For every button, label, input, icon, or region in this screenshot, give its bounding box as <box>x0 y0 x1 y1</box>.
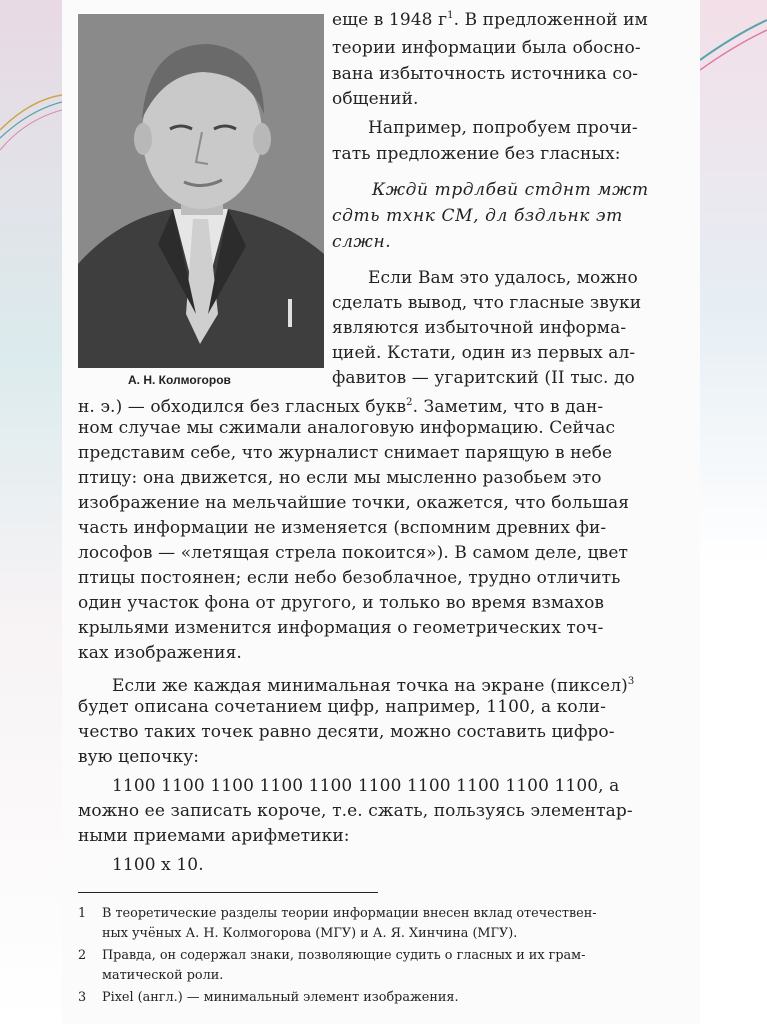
text-line: 1100 1100 1100 1100 1100 1100 1100 1100 1100 1100, а <box>112 776 620 796</box>
text-line: изображение на мельчайшие точки, окажется, что большая <box>78 493 630 513</box>
text-line: можно ее записать короче, т.е. сжать, пользуясь элементар- <box>78 801 633 821</box>
text-line: ках изображения. <box>78 643 242 663</box>
footnote-number: 2 <box>78 948 87 963</box>
portrait-photo <box>78 14 324 368</box>
text-line: один участок фона от другого, и только во время взмахов <box>78 593 605 613</box>
footnote-line: Pixel (англ.) — минимальный элемент изображения. <box>102 990 459 1005</box>
text-line: лософов — «летящая стрела покоится»). В самом деле, цвет <box>78 543 629 563</box>
text-line: фавитов — угаритский (II тыс. до <box>332 368 635 388</box>
footnote-line: В теоретические разделы теории информации внесен вклад отечествен- <box>102 906 597 921</box>
text-line: крыльями изменится информация о геометрических точ- <box>78 618 604 638</box>
text-line: ными приемами арифметики: <box>78 826 350 846</box>
footnote-number: 1 <box>78 906 87 921</box>
text-line: общений. <box>332 89 419 109</box>
footnote-line: Правда, он содержал знаки, позволяющие судить о гласных и их грам- <box>102 948 586 963</box>
italic-example-line: слжн. <box>332 232 392 252</box>
slide-background-right <box>700 0 767 1024</box>
text-line: Если Вам это удалось, можно <box>368 268 638 288</box>
text-line: ном случае мы сжимали аналоговую информацию. Сейчас <box>78 418 616 438</box>
text-line: Например, попробуем прочи- <box>368 118 638 138</box>
text-line: вана избыточность источника со- <box>332 64 639 84</box>
text-line: являются избыточной информа- <box>332 318 627 338</box>
text-line: часть информации не изменяется (вспомним древних фи- <box>78 518 607 538</box>
footnote-number: 3 <box>78 990 87 1005</box>
text-line: цией. Кстати, один из первых ал- <box>332 343 636 363</box>
text-line: 1100 х 10. <box>112 855 204 875</box>
decorative-swoosh-left <box>0 60 62 180</box>
text-line: представим себе, что журналист снимает парящую в небе <box>78 443 613 463</box>
text-line: сделать вывод, что гласные звуки <box>332 293 642 313</box>
footnote-line: ных учёных А. Н. Колмогорова (МГУ) и А. Я. Хинчина (МГУ). <box>102 926 518 941</box>
footnote-line: матической роли. <box>102 968 224 983</box>
italic-example-line: Кждй трдлбвй стднт мжт <box>372 180 649 200</box>
text-line: вую цепочку: <box>78 747 200 767</box>
text-line: тать предложение без гласных: <box>332 144 621 164</box>
text-line: птицу: она движется, но если мы мысленно разобьем это <box>78 468 602 488</box>
text-line: теории информации была обосно- <box>332 38 641 58</box>
portrait-illustration <box>78 14 324 368</box>
italic-example-line: сдть тхнк СМ, дл бздльнк эт <box>332 206 623 226</box>
text-line: чество таких точек равно десяти, можно составить цифро- <box>78 722 615 742</box>
text-line: Если же каждая минимальная точка на экране (пиксел)$^3$ <box>112 676 635 696</box>
text-line: будет описана сочетанием цифр, например, 1100, а коли- <box>78 697 606 717</box>
textbook-page <box>62 0 700 1024</box>
text-line: птицы постоянен; если небо безоблачное, трудно отличить <box>78 568 621 588</box>
text-line: н. э.) — обходился без гласных букв$^2$. Заметим, что в дан- <box>78 397 604 417</box>
decorative-swoosh-right <box>700 0 767 100</box>
photo-caption: А. Н. Колмогоров <box>128 373 231 387</box>
text-line: еще в 1948 $г^1$. В предложенной им <box>332 10 648 30</box>
footnote-divider <box>78 892 378 893</box>
